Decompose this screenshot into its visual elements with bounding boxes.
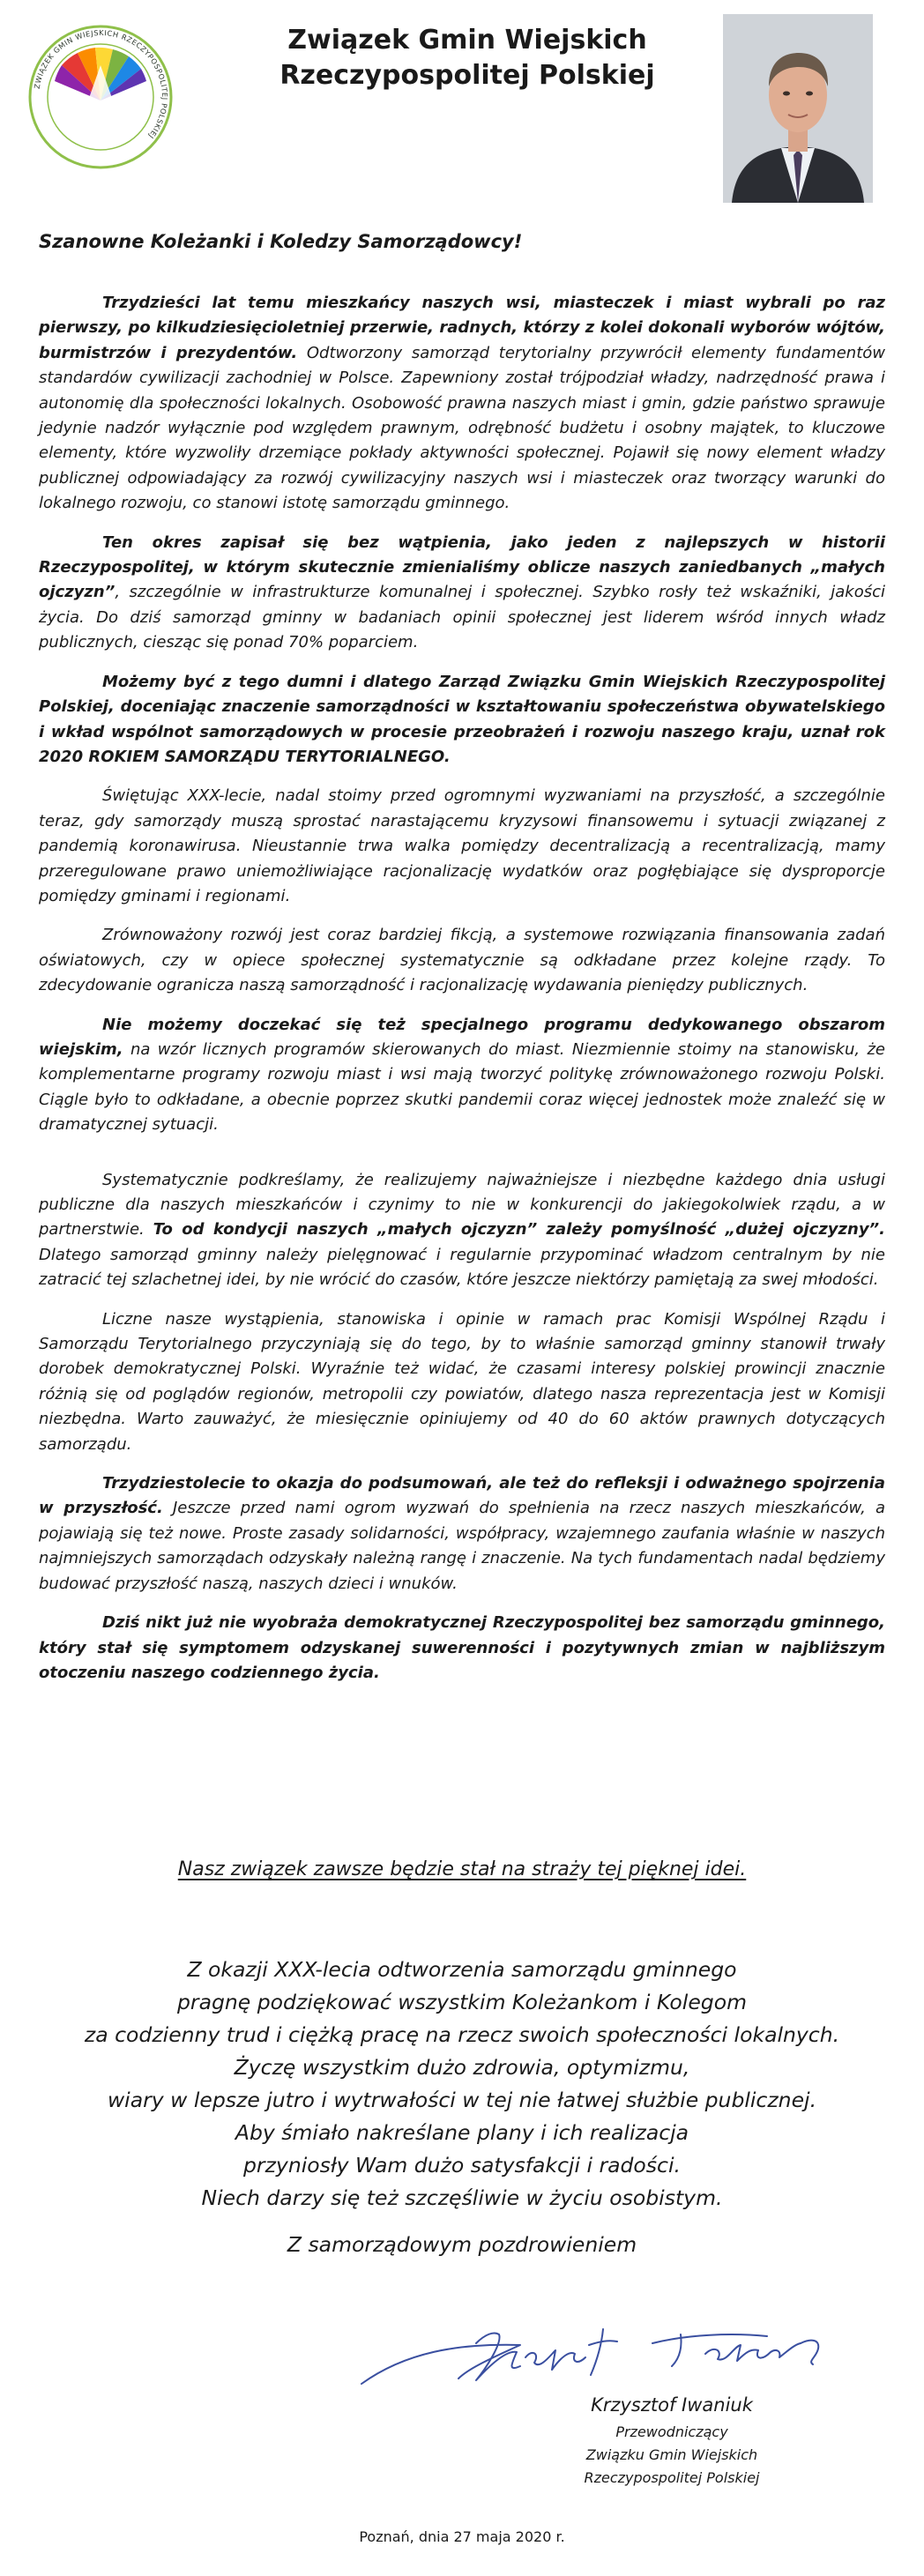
thanks-line: wiary w lepsze jutro i wytrwałości w tej nie łatwej służbie publicznej. (107, 2088, 817, 2112)
signer-block (522, 2394, 822, 2490)
paragraph-text: Jeszcze przed nami ogrom wyzwań do spełnienia na rzecz naszych mieszkańców, a pojawiają się też nowe. Proste zasady solidarności, współpracy, wzajemnego zaufania właśnie w naszych najmniejszych samorządach odzyskały należną rangę i znaczenie. Na tych fundamentach nadal będziemy budować przyszłość naszą, naszych dzieci i wnuków. (39, 1499, 885, 1593)
paragraph (39, 1611, 885, 1686)
handwritten-signature (353, 2308, 882, 2405)
paragraph (39, 1307, 885, 1457)
paragraph-bold: Możemy być z tego dumni i dlatego Zarząd Związku Gmin Wiejskich Rzeczypospolitej Polskiej, doceniając znaczenie samorządności w kształtowaniu społeczeństwa obywatelskiego i wkład wspólnot samorządowych w procesie przeobrażeń i rozwoju naszego kraju, uznał rok 2020 ROKIEM SAMORZĄDU TERYTORIALNEGO. (39, 672, 885, 766)
motto-text: Nasz związek zawsze będzie stał na straży tej pięknej idei. (177, 1858, 747, 1880)
thanks-line: za codzienny trud i ciężką pracę na rzecz swoich społeczności lokalnych. (84, 2022, 840, 2047)
thanks-line: przyniosły Wam dużo satysfakcji i radości. (243, 2153, 681, 2178)
signer-role-line: Przewodniczący (615, 2423, 728, 2440)
paragraph-bold: Ten okres zapisał się bez wątpienia, jako jeden z najlepszych w historii Rzeczypospolitej, w którym skutecznie zmienialiśmy oblicze naszych zaniedbanych „małych ojczyzn” (39, 532, 885, 602)
signer-role-line: Związku Gmin Wiejskich (585, 2446, 758, 2463)
closing-salutation: Z samorządowym pozdrowieniem (287, 2232, 637, 2257)
letter-body (39, 291, 885, 1700)
paragraph (39, 670, 885, 771)
paragraph-text: Odtworzony samorząd terytorialny przywrócił elementy fundamentów standardów cywilizacji zachodniej w Polsce. Zapewniony został trójpodział władzy, nadrzędność prawa i autonomię dla społeczności lokalnych. Osobowość prawna naszych miast i gmin, gdzie państwo sprawuje jedynie nadzór wyłącznie pod względem prawnym, odrębność budżetu i osobny majątek, to kluczowe elementy, które wyzwoliły drzemiące pokłady aktywności społecznej. Pojawił się nowy element władzy publicznej odpowiadający za rozwój cywilizacyjny naszych wsi i miasteczek oraz tworzący warunki do lokalnego rozwoju, co stanowi istotę samorządu gminnego. (39, 343, 885, 513)
org-name-line-1: Związek Gmin Wiejskich (287, 25, 647, 56)
thanks-line: Niech darzy się też szczęśliwie w życiu osobistym. (201, 2185, 723, 2210)
paragraph (39, 1168, 885, 1293)
paragraph-bold: To od kondycji naszych „małych ojczyzn” zależy pomyślność „dużej ojczyzny”. (153, 1220, 885, 1240)
paragraph-text: Dlatego samorząd gminny należy pielęgnować i regularnie przypominać władzom centralnym by nie zatracić tej szlachetnej idei, by nie wrócić do czasów, które jeszcze niektórzy pamiętają za swej młodości. (39, 1245, 885, 1290)
paragraph-text: Świętując XXX-lecie, nadal stoimy przed ogromnymi wyzwaniami na przyszłość, a szczególnie teraz, gdy samorządy muszą sprostać narastającemu kryzysowi finansowemu i sytuacji związanej z pandemią koronawirusa. Nieustannie trwa walka pomiędzy decentralizacją a recentralizacją, mamy przeregulowane prawo uniemożliwiające racjonalizację wydatków oraz pogłębiające się dysproporcje pomiędzy gminami i regionami. (39, 786, 885, 905)
paragraph-bold: Nie możemy doczekać się też specjalnego programu dedykowanego obszarom wiejskim, (39, 1015, 885, 1059)
paragraph (39, 1471, 885, 1597)
thanks-line: Z okazji XXX-lecia odtworzenia samorządu gminnego (187, 1957, 737, 1982)
organization-name (256, 23, 679, 93)
paragraph (39, 531, 885, 656)
org-name-line-2: Rzeczypospolitej Polskiej (279, 60, 655, 91)
paragraph-text: , szczególnie w infrastrukturze komunalnej i społecznej. Szybko rosły też wskaźniki, jakości życia. Do dziś samorząd gminny w badaniach opinii społecznej jest liderem wśród innych władz publicznych, ciesząc się ponad 70% poparciem. (39, 583, 885, 652)
paragraph-text: Zrównoważony rozwój jest coraz bardziej fikcją, a systemowe rozwiązania finansowania zadań oświatowych, czy w opiece społecznej systematycznie są odkładane przez kolejne rządy. To zdecydowanie ogranicza naszą samorządność i racjonalizację wydawania pieniędzy publicznych. (39, 926, 885, 995)
chairman-photo (723, 14, 873, 203)
paragraph (39, 784, 885, 909)
paragraph (39, 291, 885, 517)
paragraph-bold: Trzydzieści lat temu mieszkańcy naszych wsi, miasteczek i miast wybrali po raz pierwszy, po kilkudziesięcioletniej przerwie, radnych, którzy z kolei dokonali wyborów wójtów, burmistrzów i prezydentów. (39, 294, 885, 362)
greeting: Szanowne Koleżanki i Koledzy Samorządowcy! (39, 231, 523, 252)
signer-name: Krzysztof Iwaniuk (591, 2394, 753, 2416)
thanks-line: pragnę podziękować wszystkim Koleżankom i Kolegom (177, 1990, 747, 2014)
motto (39, 1858, 885, 1880)
logo-ring-text: ZWIĄZEK GMIN WIEJSKICH RZECZYPOSPOLITEJ POLSKIEJ (32, 27, 170, 141)
paragraph (39, 1013, 885, 1138)
thanks-block (39, 1954, 885, 2215)
paragraph-bold: Trzydziestolecie to okazja do podsumowań, ale też do refleksji i odważnego spojrzenia w przyszłość. (39, 1474, 885, 1518)
paragraph-bold: Dziś nikt już nie wyobraża demokratycznej Rzeczypospolitej bez samorządu gminnego, który stał się symptomem odzyskanej suwerenności i pozytywnych zmian w najbliższym otoczeniu naszego codziennego życia. (39, 1613, 885, 1682)
place-and-date: Poznań, dnia 27 maja 2020 r. (359, 2528, 565, 2545)
signer-role-line: Rzeczypospolitej Polskiej (584, 2469, 760, 2486)
paragraph-text: na wzór licznych programów skierowanych do miast. Niezmiennie stoimy na stanowisku, że komplementarne programy rozwoju miast i wsi mają tworzyć politykę zrównoważonego rozwoju Polski. Ciągle było to odkładane, a obecnie poprzez skutki pandemii coraz więcej jednostek może znaleźć się w dramatycznej sytuacji. (39, 1039, 885, 1135)
thanks-line: Życzę wszystkim dużo zdrowia, optymizmu, (234, 2055, 690, 2080)
paragraph (39, 923, 885, 998)
thanks-line: Aby śmiało nakreślane plany i ich realizacja (235, 2120, 689, 2145)
paragraph-text: Systematycznie podkreślamy, że realizujemy najważniejsze i niezbędne każdego dnia usługi publiczne dla naszych mieszkańców i czynimy to nie w konkurencji do jakiegokolwiek rządu, a w partnerstwie. (39, 1170, 885, 1240)
association-logo (23, 19, 178, 175)
paragraph-text: Liczne nasze wystąpienia, stanowiska i opinie w ramach prac Komisji Wspólnej Rządu i Samorządu Terytorialnego przyczyniają się do tego, by to właśnie samorząd gminny stanowił trwały dorobek demokratycznej Polski. Wyraźnie też widać, że czasami interesy polskiej prowincji znacznie różnią się od poglądów regionów, metropolii czy powiatów, dlatego nasza reprezentacja jest w Komisji niezbędna. Warto zauważyć, że miesięcznie opiniujemy od 40 do 60 aktów prawnych dotyczących samorządu. (39, 1309, 885, 1454)
